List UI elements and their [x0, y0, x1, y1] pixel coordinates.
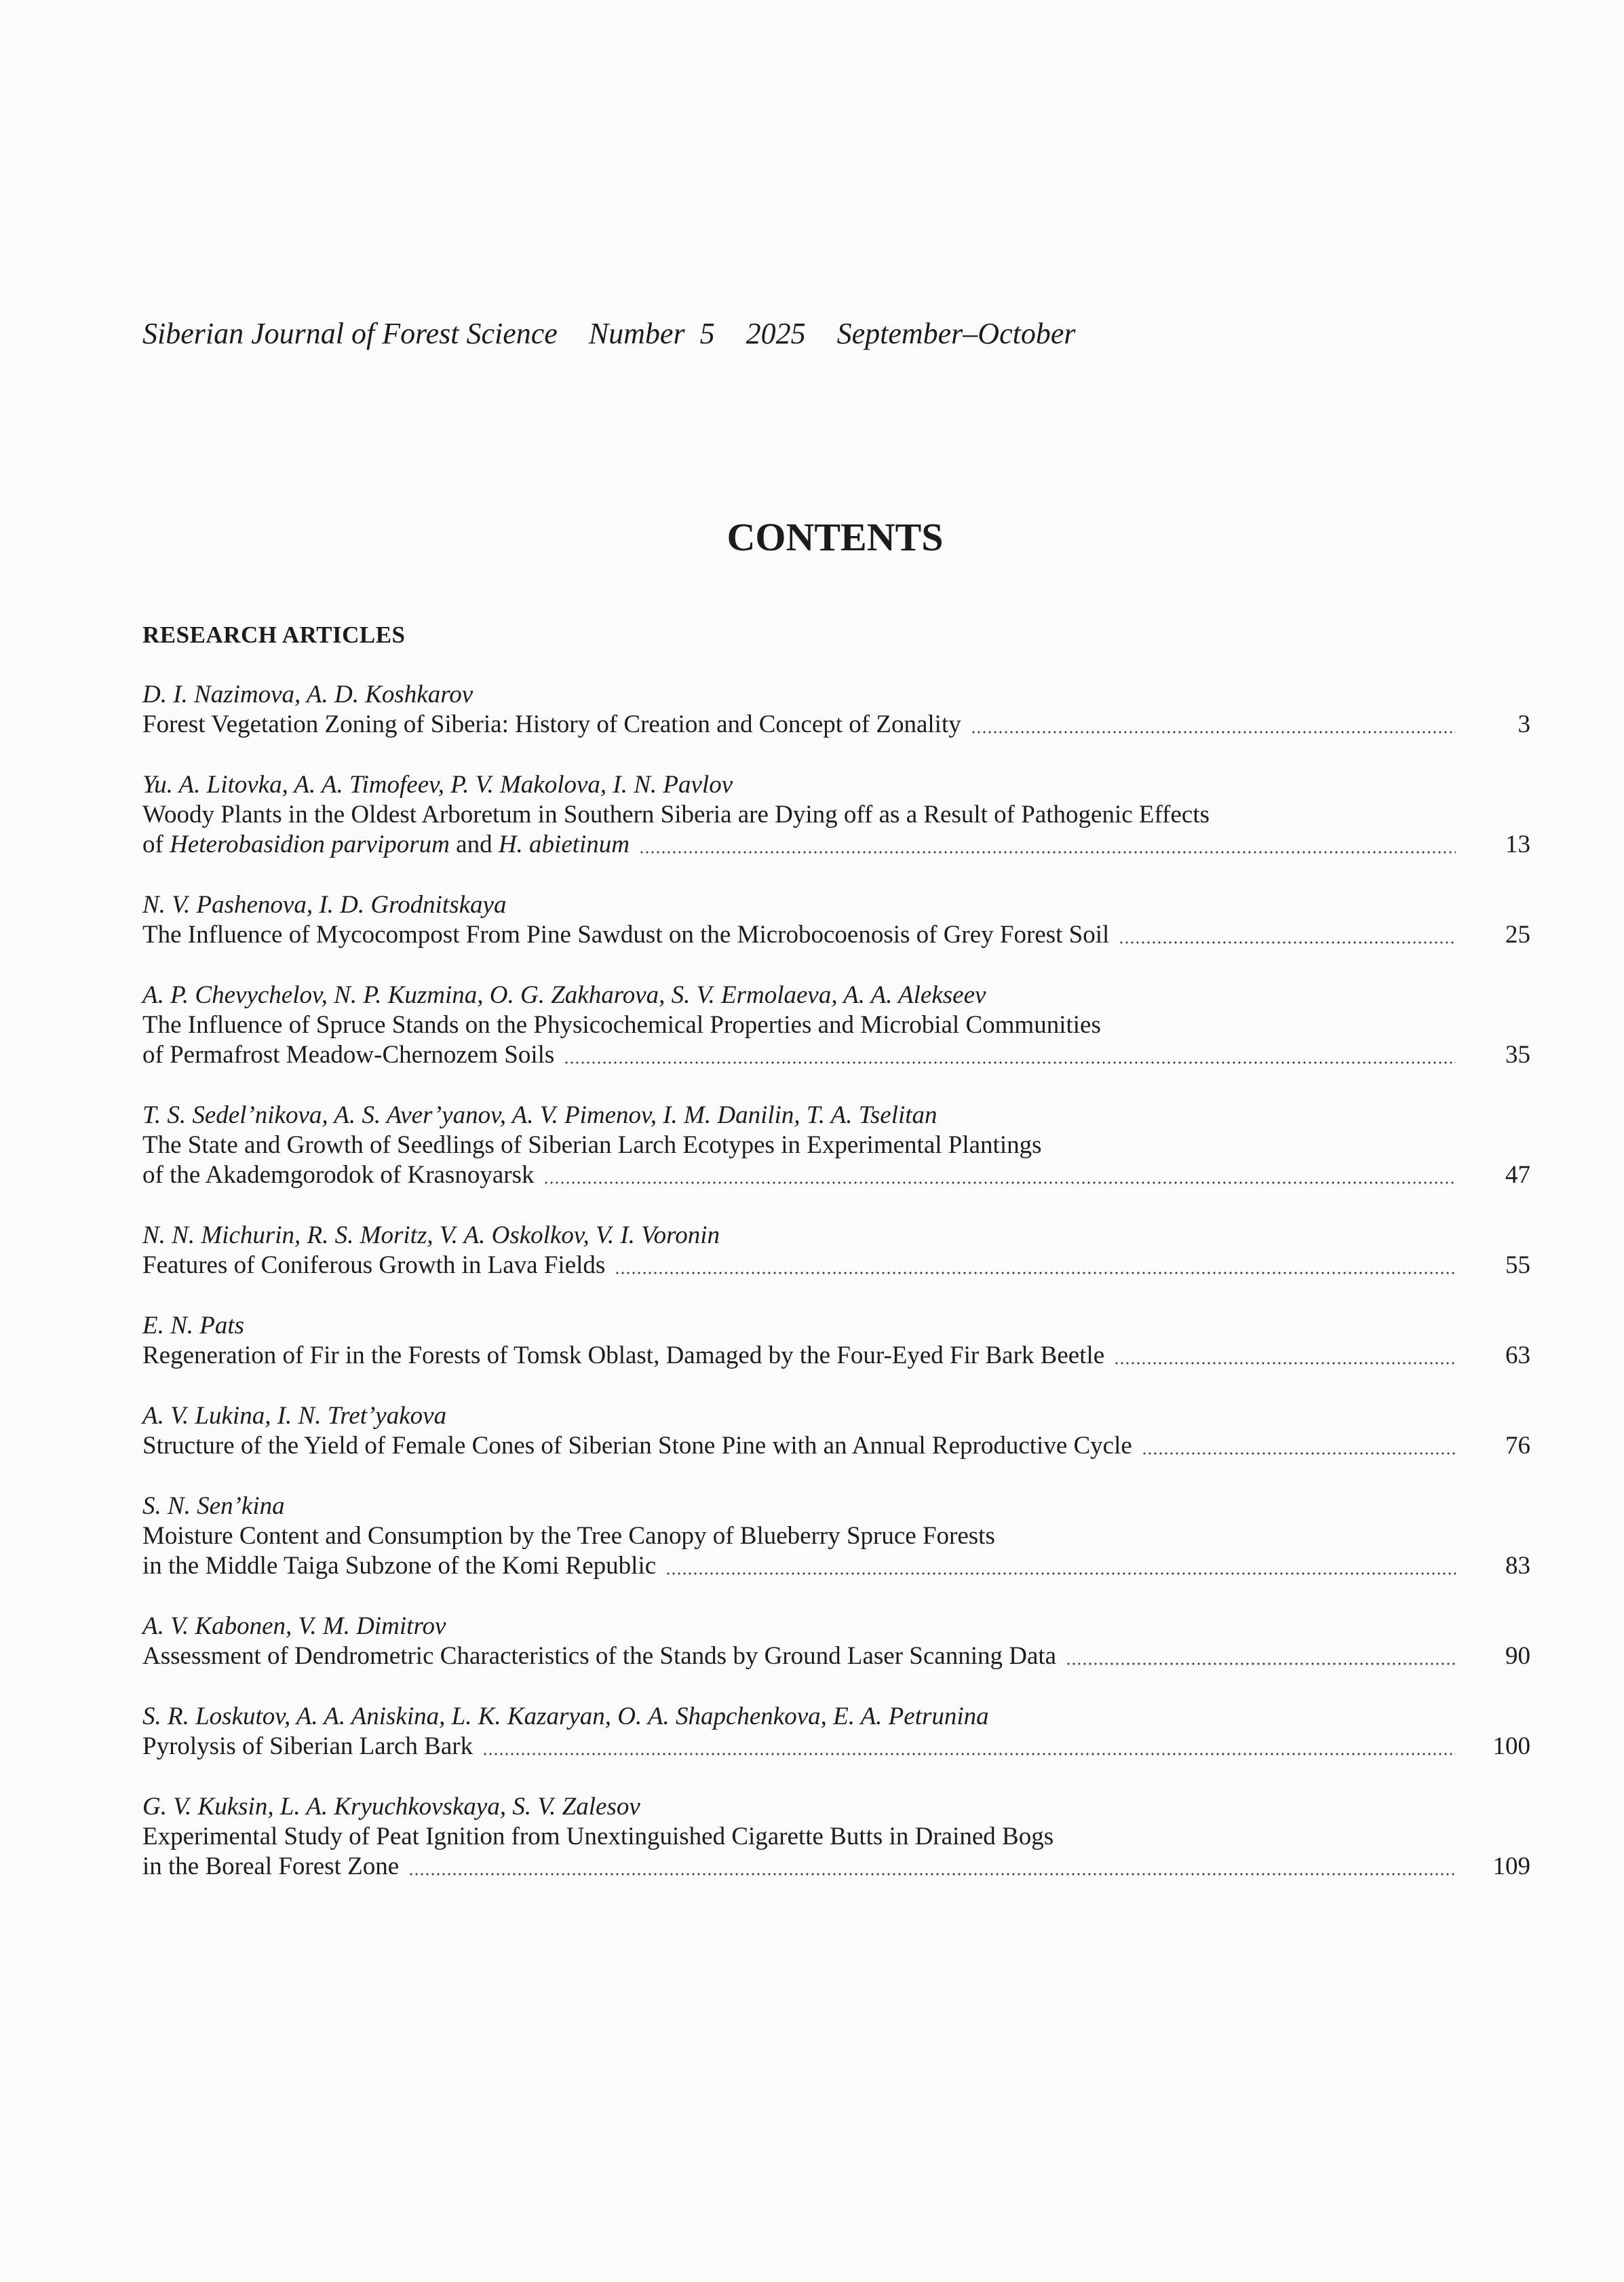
entry-title — [142, 1040, 554, 1070]
toc-entry — [142, 1491, 1530, 1581]
dot-leader — [564, 1061, 1456, 1065]
title-text: Forest Vegetation Zoning of Siberia: History of Creation and Concept of Zonality — [142, 710, 961, 738]
dot-leader — [1119, 940, 1456, 945]
entry-title-line — [142, 920, 1530, 950]
species-name: Heterobasidion parviporum — [170, 831, 450, 858]
title-text: Regeneration of Fir in the Forests of Tomsk Oblast, Damaged by the Four-Eyed Fir Bark Beetle — [142, 1342, 1105, 1369]
title-text: Features of Coniferous Growth in Lava Fields — [142, 1251, 606, 1279]
entry-title-line — [142, 1822, 1530, 1852]
page-number: 35 — [1505, 1041, 1530, 1069]
entry-authors: S. R. Loskutov, A. A. Aniskina, L. K. Kazaryan, O. A. Shapchenkova, E. A. Petrunina — [142, 1703, 989, 1730]
entry-authors: D. I. Nazimova, A. D. Koshkarov — [142, 681, 473, 708]
title-text: Assessment of Dendrometric Characteristics of the Stands by Ground Laser Scanning Data — [142, 1642, 1057, 1670]
page-number: 100 — [1492, 1732, 1530, 1760]
page-number: 76 — [1505, 1432, 1530, 1460]
entry-authors: G. V. Kuksin, L. A. Kryuchkovskaya, S. V. Zalesov — [142, 1793, 640, 1821]
toc-entry — [142, 981, 1530, 1070]
page-number: 55 — [1505, 1251, 1530, 1279]
page-number: 3 — [1517, 710, 1530, 738]
toc-entry — [142, 1792, 1530, 1882]
toc-entry — [142, 890, 1530, 950]
entry-title — [142, 710, 961, 740]
entry-title — [142, 1522, 995, 1550]
toc-entry — [142, 1401, 1530, 1461]
title-text: Structure of the Yield of Female Cones of Siberian Stone Pine with an Annual Reproductive Cycle — [142, 1432, 1132, 1460]
page-number: 63 — [1505, 1342, 1530, 1369]
title-text: of Permafrost Meadow-Chernozem Soils — [142, 1041, 555, 1069]
entry-authors: Yu. A. Litovka, A. A. Timofeev, P. V. Makolova, I. N. Pavlov — [142, 771, 733, 799]
page-number: 109 — [1492, 1852, 1530, 1880]
entry-title — [142, 1341, 1104, 1371]
species-name: H. abietinum — [498, 831, 630, 858]
dot-leader — [543, 1181, 1456, 1185]
entry-authors: T. S. Sedel’nikova, A. S. Aver’yanov, A. V. Pimenov, I. M. Danilin, T. A. Tselitan — [142, 1101, 937, 1129]
entry-title-line — [142, 1251, 1530, 1280]
title-text: of — [142, 831, 170, 858]
entry-title-line — [142, 1551, 1530, 1581]
title-text: and — [449, 831, 499, 858]
dot-leader — [408, 1872, 1456, 1876]
toc-entry — [142, 1221, 1530, 1280]
entry-title-line — [142, 830, 1530, 860]
title-text: Woody Plants in the Oldest Arboretum in Southern Siberia are Dying off as a Result of Pathogenic Effects — [142, 801, 1210, 829]
issue-year: 2025 — [746, 317, 806, 350]
entry-authors: N. V. Pashenova, I. D. Grodnitskaya — [142, 891, 507, 919]
entry-authors: A. V. Lukina, I. N. Tret’yakova — [142, 1402, 447, 1430]
title-text: The Influence of Mycocompost From Pine Sawdust on the Microbocoenosis of Grey Forest Soil — [142, 921, 1110, 949]
dot-leader — [1114, 1361, 1456, 1365]
entry-title-line — [142, 1130, 1530, 1160]
title-text: Pyrolysis of Siberian Larch Bark — [142, 1732, 473, 1760]
page-number: 25 — [1505, 921, 1530, 949]
entry-title — [142, 1551, 656, 1581]
entry-authors: E. N. Pats — [142, 1312, 245, 1339]
entry-title-line — [142, 1852, 1530, 1882]
entry-title — [142, 1131, 1042, 1159]
entry-title — [142, 1732, 473, 1762]
title-text: of the Akademgorodok of Krasnoyarsk — [142, 1161, 535, 1189]
toc-entry — [142, 680, 1530, 740]
page-number: 47 — [1505, 1161, 1530, 1189]
entry-title — [142, 920, 1109, 950]
entry-title — [142, 1641, 1056, 1671]
entry-title-line — [142, 1431, 1530, 1461]
toc-entry — [142, 1612, 1530, 1671]
entry-title-line — [142, 1010, 1530, 1040]
entry-title-line — [142, 1732, 1530, 1762]
entry-title — [142, 1431, 1132, 1461]
issue-period: September–October — [836, 317, 1076, 350]
title-text: in the Boreal Forest Zone — [142, 1852, 400, 1880]
title-text: The Influence of Spruce Stands on the Physicochemical Properties and Microbial Communities — [142, 1011, 1101, 1039]
title-text: Moisture Content and Consumption by the Tree Canopy of Blueberry Spruce Forests — [142, 1522, 995, 1550]
entry-authors: S. N. Sen’kina — [142, 1492, 285, 1520]
entry-title — [142, 1011, 1101, 1039]
dot-leader — [482, 1752, 1456, 1756]
page-number: 90 — [1505, 1642, 1530, 1670]
dot-leader — [971, 730, 1456, 734]
entry-authors: A. P. Chevychelov, N. P. Kuzmina, O. G. Zakharova, S. V. Ermolaeva, A. A. Alekseev — [142, 981, 986, 1009]
entry-title — [142, 1251, 605, 1280]
toc-entry — [142, 1101, 1530, 1190]
entry-title-line — [142, 1160, 1530, 1190]
page-number: 83 — [1505, 1552, 1530, 1580]
entry-title — [142, 830, 630, 860]
page-number: 13 — [1505, 831, 1530, 858]
entry-title — [142, 801, 1210, 829]
entry-title — [142, 1160, 534, 1190]
journal-header — [142, 316, 1106, 351]
title-text: in the Middle Taiga Subzone of the Komi Republic — [142, 1552, 657, 1580]
toc-entry — [142, 770, 1530, 860]
issue-number: Number 5 — [588, 317, 715, 350]
entry-title-line — [142, 710, 1530, 740]
dot-leader — [1066, 1662, 1456, 1666]
entry-authors: N. N. Michurin, R. S. Moritz, V. A. Oskolkov, V. I. Voronin — [142, 1221, 720, 1249]
entry-title — [142, 1823, 1053, 1850]
entry-authors: A. V. Kabonen, V. M. Dimitrov — [142, 1612, 446, 1640]
dot-leader — [1142, 1451, 1456, 1456]
title-text: Experimental Study of Peat Ignition from Unextinguished Cigarette Butts in Drained Bogs — [142, 1823, 1054, 1850]
dot-leader — [639, 850, 1456, 854]
toc-entry — [142, 1702, 1530, 1762]
toc-entry — [142, 1311, 1530, 1371]
dot-leader — [665, 1572, 1456, 1576]
entry-title — [142, 1852, 399, 1882]
section-title: RESEARCH ARTICLES — [142, 622, 406, 648]
entry-title-line — [142, 1341, 1530, 1371]
entry-title-line — [142, 800, 1530, 830]
entry-title-line — [142, 1040, 1530, 1070]
dot-leader — [615, 1271, 1456, 1275]
journal-name: Siberian Journal of Forest Science — [142, 317, 558, 350]
page-title: CONTENTS — [727, 515, 944, 559]
entry-title-line — [142, 1521, 1530, 1551]
table-of-contents — [142, 680, 1530, 1912]
title-text: The State and Growth of Seedlings of Siberian Larch Ecotypes in Experimental Plantings — [142, 1131, 1042, 1159]
entry-title-line — [142, 1641, 1530, 1671]
